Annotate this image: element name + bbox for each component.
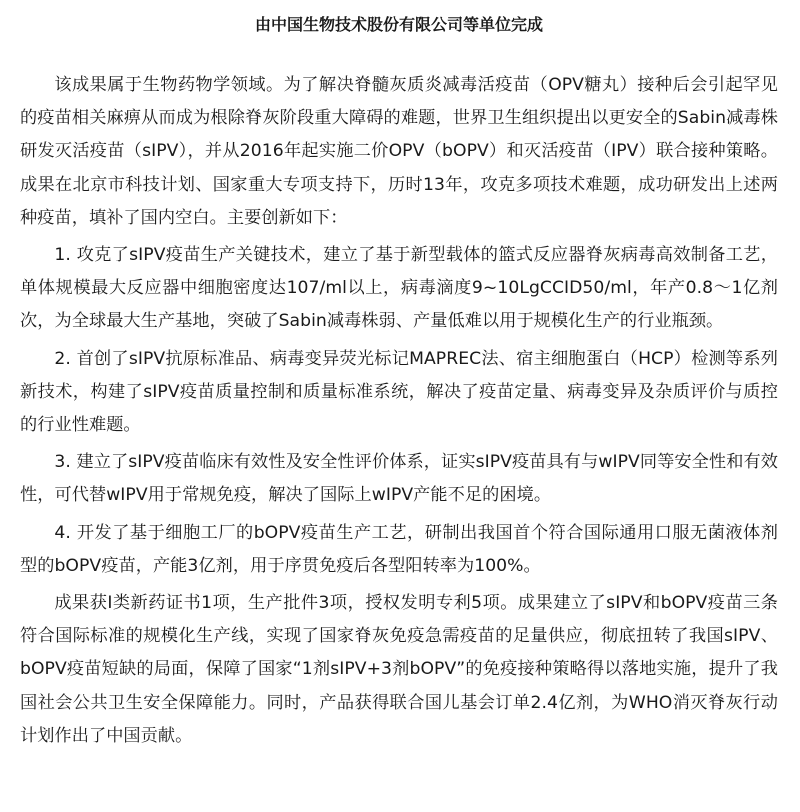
intro-paragraph: 该成果属于生物药物学领域。为了解决脊髓灰质炎减毒活疫苗（OPV糖丸）接种后会引起罕见的疫苗相关麻痹从而成为根除脊灰阶段重大障碍的难题，世界卫生组织提出以更安全的Sabin减毒株研发灭活疫苗（sIPV），并从2016年起实施二价OPV（bOPV）和灭活疫苗（IPV）联合接种策略。成果在北京市科技计划、国家重大专项支持下，历时13年，攻克多项技术难题，成功研发出上述两种疫苗，填补了国内空白。主要创新如下： — [20, 75, 778, 228]
innovation-item-1: 1. 攻克了sIPV疫苗生产关键技术，建立了基于新型载体的篮式反应器脊灰病毒高效制备工艺，单体规模最大反应器中细胞密度达107/ml以上，病毒滴度9~10LgCCID50/ml，年产0.8～1亿剂次，为全球最大生产基地，突破了Sabin减毒株弱、产量低难以用于规模化生产的行业瓶颈。 — [20, 245, 778, 332]
innovation-item-2: 2. 首创了sIPV抗原标准品、病毒变异荧光标记MAPREC法、宿主细胞蛋白（HCP）检测等系列新技术，构建了sIPV疫苗质量控制和质量标准系统，解决了疫苗定量、病毒变异及杂质评价与质控的行业性难题。 — [20, 348, 778, 436]
page-title: 由中国生物技术股份有限公司等单位完成 — [254, 15, 543, 34]
innovation-item-4: 4. 开发了基于细胞工厂的bOPV疫苗生产工艺，研制出我国首个符合国际通用口服无菌液体剂型的bOPV疫苗，产能3亿剂，用于序贯免疫后各型阳转率为100%。 — [20, 522, 778, 576]
summary-paragraph: 成果获I类新药证书1项，生产批件3项，授权发明专利5项。成果建立了sIPV和bOPV疫苗三条符合国际标准的规模化生产线，实现了国家脊灰免疫急需疫苗的足量供应，彻底扭转了我国sIPV、bOPV疫苗短缺的局面，保障了国家“1剂sIPV+3剂bOPV”的免疫接种策略得以落地实施，提升了我国社会公共卫生安全保障能力。同时，产品获得联合国儿基会订单2.4亿剂，为WHO消灭脊灰行动计划作出了中国贡献。 — [20, 593, 778, 746]
innovation-item-3: 3. 建立了sIPV疫苗临床有效性及安全性评价体系，证实sIPV疫苗具有与wIPV同等安全性和有效性，可代替wIPV用于常规免疫，解决了国际上wIPV产能不足的困境。 — [20, 452, 778, 506]
